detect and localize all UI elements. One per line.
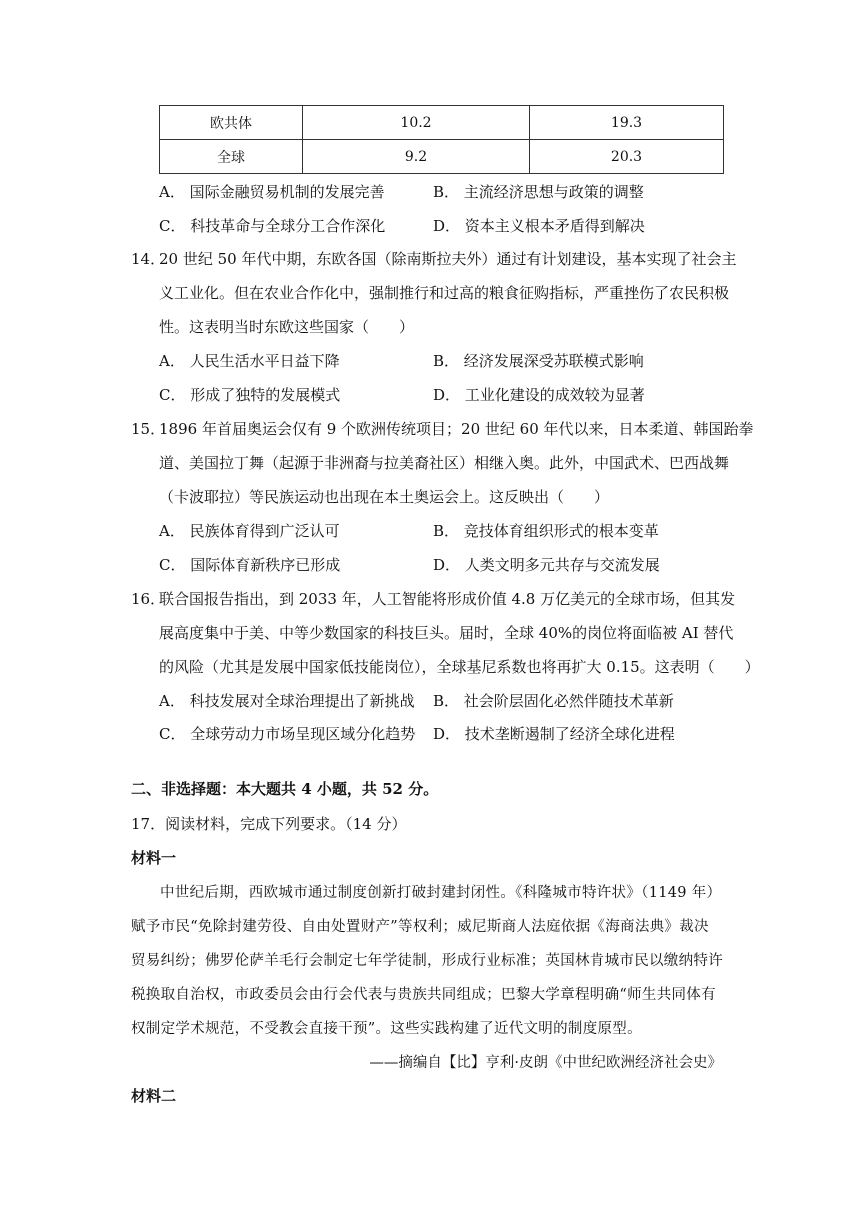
material-one-line: 贸易纠纷；佛罗伦萨羊毛行会制定七年学徒制，形成行业标准；英国林肯城市民以缴纳特许 — [131, 953, 723, 969]
material-one-source: ——摘编自【比】亨利·皮朗《中世纪欧洲经济社会史》 — [369, 1055, 722, 1071]
q14-stem-line: 性。这表明当时东欧这些国家（ ） — [159, 318, 415, 336]
q16-option-c: C． 全球劳动力市场呈现区域分化趋势 — [159, 725, 416, 743]
material-one-line: 赋予市民“免除封建劳役、自由处置财产”等权利；威尼斯商人法庭依据《海商法典》裁决 — [131, 919, 709, 935]
table-cell: 19.3 — [530, 106, 724, 140]
q16-option-d: D． 技术垄断遏制了经济全球化进程 — [433, 725, 675, 743]
q13-option-d: D． 资本主义根本矛盾得到解决 — [433, 217, 645, 235]
material-two-title: 材料二 — [131, 1087, 177, 1105]
q16-stem-line: 展高度集中于美、中等少数国家的科技巨头。届时，全球 40%的岗位将面临被 AI 替代 — [159, 624, 734, 642]
q15-option-c: C． 国际体育新秩序已形成 — [159, 556, 341, 574]
q14-stem-line: 义工业化。但在农业合作化中，强制推行和过高的粮食征购指标，严重挫伤了农民积极 — [159, 284, 730, 302]
q15-stem-line: （卡波耶拉）等民族运动也出现在本土奥运会上。这反映出（ ） — [159, 488, 610, 506]
q16-stem-line: 的风险（尤其是发展中国家低技能岗位），全球基尼系数也将再扩大 0.15。这表明（ ） — [159, 658, 760, 676]
material-one-line: 中世纪后期，西欧城市通过制度创新打破封建封闭性。《科隆城市特许状》（1149 年） — [160, 885, 722, 901]
q14-number: 14． — [131, 250, 166, 268]
table-cell: 9.2 — [303, 140, 530, 174]
table-row — [160, 140, 724, 174]
q14-option-b: B． 经济发展深受苏联模式影响 — [433, 352, 644, 370]
q14-option-d: D． 工业化建设的成效较为显著 — [433, 386, 645, 404]
q16-option-a: A． 科技发展对全球治理提出了新挑战 — [159, 692, 415, 710]
q13-option-b: B． 主流经济思想与政策的调整 — [433, 183, 644, 201]
q16-stem-line: 联合国报告指出，到 2033 年，人工智能将形成价值 4.8 万亿美元的全球市场，但其发 — [159, 590, 736, 608]
q15-stem-line: 道、美国拉丁舞（起源于非洲裔与拉美裔社区）相继入奥。此外，中国武术、巴西战舞 — [159, 454, 730, 472]
table-cell: 10.2 — [303, 106, 530, 140]
material-one-line: 税换取自治权，市政委员会由行会代表与贵族共同组成；巴黎大学章程明确“师生共同体有 — [131, 987, 716, 1003]
material-one-line: 权制定学术规范，不受教会直接干预”。这些实践构建了近代文明的制度原型。 — [131, 1021, 642, 1037]
q14-option-c: C． 形成了独特的发展模式 — [159, 386, 341, 404]
q16-option-b: B． 社会阶层固化必然伴随技术革新 — [433, 692, 674, 710]
table-cell: 全球 — [160, 140, 303, 174]
table-cell: 欧共体 — [160, 106, 303, 140]
q15-option-b: B． 竞技体育组织形式的根本变革 — [433, 522, 659, 540]
q15-option-d: D． 人类文明多元共存与交流发展 — [433, 556, 660, 574]
q17-intro: 17．阅读材料，完成下列要求。（14 分） — [131, 815, 407, 833]
q15-stem-line: 1896 年首届奥运会仅有 9 个欧洲传统项目；20 世纪 60 年代以来，日本柔道、韩国跆拳 — [159, 420, 754, 438]
q14-option-a: A． 人民生活水平日益下降 — [159, 352, 340, 370]
section-heading: 二、非选择题：本大题共 4 小题，共 52 分。 — [131, 780, 439, 798]
q15-number: 15． — [131, 420, 166, 438]
material-one-title: 材料一 — [131, 849, 177, 867]
table-cell: 20.3 — [530, 140, 724, 174]
q13-option-a: A． 国际金融贸易机制的发展完善 — [159, 183, 385, 201]
q13-option-c: C． 科技革命与全球分工合作深化 — [159, 217, 386, 235]
q15-option-a: A． 民族体育得到广泛认可 — [159, 522, 340, 540]
q16-number: 16． — [131, 590, 166, 608]
q14-stem-line: 20 世纪 50 年代中期，东欧各国（除南斯拉夫外）通过有计划建设，基本实现了社会主 — [159, 250, 737, 268]
data-table — [159, 105, 724, 174]
table-row — [160, 106, 724, 140]
